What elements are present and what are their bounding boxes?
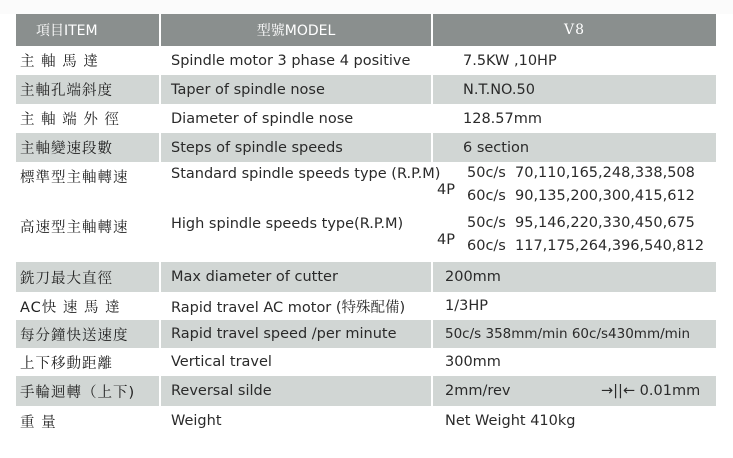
resolution-note: →||← 0.01mm [601, 383, 701, 399]
row-label-zh: 主軸變速段數 [16, 133, 160, 162]
row-label-zh: 主軸孔端斜度 [16, 75, 160, 104]
row-label-en: Weight [160, 406, 432, 436]
row-label-zh: AC快 速 馬 達 [16, 292, 160, 320]
row-label-en: High spindle speeds type(R.P.M) [160, 212, 432, 262]
top-strip [0, 0, 733, 14]
row-label-zh: 高速型主軸轉速 [16, 212, 160, 262]
speed-values: 70,110,165,248,338,508 [515, 165, 695, 181]
header-machine: V8 [432, 14, 716, 46]
row-label-en: Taper of spindle nose [160, 75, 432, 104]
row-value: 200mm [432, 262, 716, 292]
row-value: 2mm/rev [445, 383, 511, 399]
table-row [16, 406, 716, 436]
row-label-zh: 標準型主軸轉速 [16, 162, 160, 212]
speed-row [16, 162, 716, 212]
table-row [16, 376, 716, 406]
row-value: 1/3HP [432, 292, 716, 320]
row-label-en: Spindle motor 3 phase 4 positive [160, 46, 432, 75]
row-label-zh: 上下移動距離 [16, 348, 160, 376]
table-header [16, 14, 716, 46]
reversal-cell [432, 376, 716, 406]
table-row [16, 104, 716, 133]
row-label-zh: 每分鐘快送速度 [16, 320, 160, 348]
speed-values: 90,135,200,300,415,612 [515, 188, 695, 204]
speed-frequency: 50c/s [467, 165, 506, 181]
row-label-en: Standard spindle speeds type (R.P.M) [160, 162, 432, 212]
speed-frequency: 60c/s [467, 188, 506, 204]
speed-cell [432, 212, 716, 262]
row-label-en: Vertical travel [160, 348, 432, 376]
row-label-en: Diameter of spindle nose [160, 104, 432, 133]
row-label-en: Rapid travel AC motor (特殊配備) [160, 292, 432, 320]
header-model: 型號MODEL [160, 14, 432, 46]
speed-frequency: 50c/s [467, 215, 506, 231]
spec-table [16, 14, 716, 436]
table-row [16, 348, 716, 376]
row-value: 50c/s 358mm/min 60c/s430mm/min [432, 320, 716, 348]
table-row [16, 46, 716, 75]
table-row [16, 262, 716, 292]
speed-line [467, 188, 695, 204]
header-item: 項目ITEM [16, 14, 160, 46]
speed-row [16, 212, 716, 262]
row-label-en: Rapid travel speed /per minute [160, 320, 432, 348]
row-value: 7.5KW ,10HP [432, 46, 716, 75]
row-label-en: Steps of spindle speeds [160, 133, 432, 162]
row-value: N.T.NO.50 [432, 75, 716, 104]
row-label-zh: 主 軸 馬 達 [16, 46, 160, 75]
row-label-zh: 重 量 [16, 406, 160, 436]
speed-line [467, 215, 695, 231]
row-label-en: Max diameter of cutter [160, 262, 432, 292]
row-label-zh: 主 軸 端 外 徑 [16, 104, 160, 133]
table-row [16, 320, 716, 348]
row-label-zh: 銑刀最大直徑 [16, 262, 160, 292]
row-value: 300mm [432, 348, 716, 376]
pole-label: 4P [437, 182, 455, 198]
speed-cell [432, 162, 716, 212]
row-value: 128.57mm [432, 104, 716, 133]
speed-line [467, 238, 704, 254]
speed-values: 95,146,220,330,450,675 [515, 215, 695, 231]
row-label-zh: 手輪迴轉（上下) [16, 376, 160, 406]
row-value: Net Weight 410kg [432, 406, 716, 436]
row-label-en: Reversal silde [160, 376, 432, 406]
speed-frequency: 60c/s [467, 238, 506, 254]
row-value: 6 section [432, 133, 716, 162]
speed-line [467, 165, 695, 181]
table-row [16, 292, 716, 320]
speed-values: 117,175,264,396,540,812 [515, 238, 705, 254]
table-row [16, 75, 716, 104]
pole-label: 4P [437, 232, 455, 248]
table-row [16, 133, 716, 162]
